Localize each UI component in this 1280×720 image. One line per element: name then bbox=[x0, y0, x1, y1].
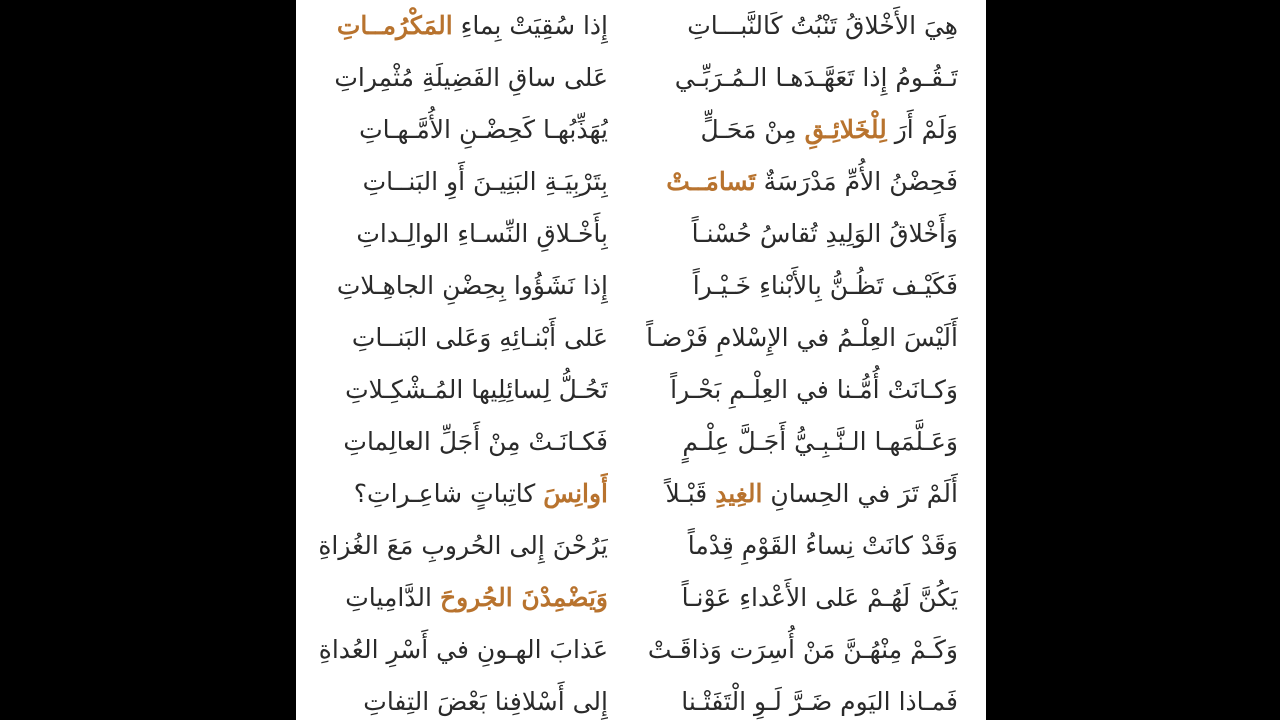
left-hemistich bbox=[312, 260, 608, 312]
right-hemistich bbox=[628, 208, 958, 260]
highlighted-word: تَسامَــتْ bbox=[666, 167, 756, 196]
right-hemistich bbox=[628, 520, 958, 572]
verse-text: إِلى أَسْلافِنا بَعْضَ التِفاتِ bbox=[363, 687, 608, 716]
verse-line bbox=[296, 0, 986, 52]
right-hemistich bbox=[628, 312, 958, 364]
left-hemistich bbox=[312, 312, 608, 364]
verse-text: إِذا نَشَؤُوا بِحِضْنِ الجاهِـلاتِ bbox=[336, 271, 608, 300]
verse-text: عَلى ساقِ الفَضِيلَةِ مُثْمِراتِ bbox=[334, 63, 608, 92]
verse-text: وَكـانَتْ أُمُّـنا في العِلْـمِ بَحْـراً bbox=[670, 375, 958, 404]
verse-text: فَحِضْنُ الأُمِّ مَدْرَسَةٌ bbox=[755, 167, 958, 196]
verse-line bbox=[296, 156, 986, 208]
left-hemistich bbox=[312, 624, 608, 676]
highlighted-word: الغِيدِ bbox=[715, 479, 763, 508]
verse-text: وَأَخْلاقُ الوَلِيدِ تُقاسُ حُسْنـاً bbox=[691, 219, 958, 248]
verse-text: هِيَ الأَخْلاقُ تَنْبُتُ كَالنَّبـــاتِ bbox=[687, 11, 958, 40]
verse-text: أَلَيْسَ العِلْـمُ في الإِسْلامِ فَرْضـاً bbox=[646, 323, 958, 352]
verse-line bbox=[296, 468, 986, 520]
left-hemistich bbox=[312, 104, 608, 156]
verse-text: فَكـانَـتْ مِنْ أَجَلِّ العالِماتِ bbox=[343, 427, 608, 456]
verse-text: مِنْ مَحَـلٍّ bbox=[700, 115, 805, 144]
verse-text: قَبْـلاً bbox=[665, 479, 716, 508]
verse-line bbox=[296, 312, 986, 364]
verse-line bbox=[296, 676, 986, 720]
verse-text: وَكَـمْ مِنْهُـنَّ مَنْ أُسِرَت وَذاقَـتْ bbox=[647, 635, 958, 664]
verse-line bbox=[296, 52, 986, 104]
verse-text: يَرُحْنَ إِلى الحُروبِ مَعَ الغُزاةِ bbox=[318, 531, 608, 560]
poem-page bbox=[296, 0, 986, 720]
verse-text: فَمـاذا اليَوم ضَـرَّ لَـوِ الْتَفَتْـنا bbox=[681, 687, 958, 716]
left-hemistich bbox=[312, 208, 608, 260]
verse-text: عَذابَ الهـونِ في أَسْرِ العُداةِ bbox=[318, 635, 608, 664]
right-hemistich bbox=[628, 364, 958, 416]
left-hemistich bbox=[312, 364, 608, 416]
verse-text: وَعَـلَّمَهـا الـنَّـبِـيُّ أَجَـلَّ عِلْـمٍ bbox=[682, 427, 958, 456]
left-hemistich bbox=[312, 416, 608, 468]
verse-text: وَلَمْ أَرَ bbox=[886, 115, 958, 144]
highlighted-word: المَكْرُمــاتِ bbox=[336, 11, 453, 40]
right-hemistich bbox=[628, 0, 958, 52]
left-hemistich bbox=[312, 52, 608, 104]
highlighted-word: وَيَضْمِدْنَ الجُروحَ bbox=[439, 583, 608, 612]
verse-text: يَكُنَّ لَهُـمْ عَلى الأَعْداءِ عَوْنـاً bbox=[681, 583, 958, 612]
verse-text: بِتَرْبِيَـةِ البَنِيـنَ أَوِ البَنــاتِ bbox=[362, 167, 608, 196]
left-hemistich bbox=[312, 520, 608, 572]
poem-body bbox=[296, 0, 986, 720]
verse-line bbox=[296, 572, 986, 624]
right-hemistich bbox=[628, 104, 958, 156]
verse-text: إِذا سُقِيَتْ بِماءِ bbox=[452, 11, 608, 40]
verse-line bbox=[296, 364, 986, 416]
right-hemistich bbox=[628, 624, 958, 676]
verse-line bbox=[296, 208, 986, 260]
verse-text: بِأَخْـلاقِ النِّسـاءِ الوالِـداتِ bbox=[356, 219, 608, 248]
left-hemistich bbox=[312, 676, 608, 720]
verse-text: عَلى أَبْنـائِهِ وَعَلى البَنــاتِ bbox=[351, 323, 608, 352]
verse-line bbox=[296, 416, 986, 468]
left-hemistich bbox=[312, 0, 608, 52]
right-hemistich bbox=[628, 52, 958, 104]
right-hemistich bbox=[628, 676, 958, 720]
verse-text: أَلَمْ تَرَ في الحِسانِ bbox=[762, 479, 958, 508]
left-hemistich bbox=[312, 468, 608, 520]
right-hemistich bbox=[628, 260, 958, 312]
right-hemistich bbox=[628, 468, 958, 520]
highlighted-word: أَوانِسَ bbox=[543, 479, 608, 508]
verse-text: كاتِباتٍ شاعِـراتِ؟ bbox=[353, 479, 544, 508]
verse-line bbox=[296, 520, 986, 572]
highlighted-word: لِلْخَلائِـقِ bbox=[804, 115, 887, 144]
left-hemistich bbox=[312, 156, 608, 208]
verse-text: فَكَيْـف تَظُـنُّ بِالأَبْناءِ خَـيْـراً bbox=[692, 271, 958, 300]
verse-text: تَحُـلُّ لِسائِلِيها المُـشْكِـلاتِ bbox=[345, 375, 608, 404]
verse-line bbox=[296, 104, 986, 156]
left-hemistich bbox=[312, 572, 608, 624]
verse-text: يُهَذِّبُهـا كَحِضْـنِ الأُمَّـهـاتِ bbox=[359, 115, 608, 144]
verse-text: تَـقُـومُ إِذا تَعَهَّـدَهـا الـمُـرَبِّـي bbox=[674, 63, 958, 92]
verse-line bbox=[296, 624, 986, 676]
right-hemistich bbox=[628, 416, 958, 468]
right-hemistich bbox=[628, 572, 958, 624]
verse-text: الدَّامِياتِ bbox=[345, 583, 440, 612]
right-hemistich bbox=[628, 156, 958, 208]
verse-text: وَقَدْ كانَتْ نِساءُ القَوْمِ قِدْماً bbox=[687, 531, 958, 560]
verse-line bbox=[296, 260, 986, 312]
